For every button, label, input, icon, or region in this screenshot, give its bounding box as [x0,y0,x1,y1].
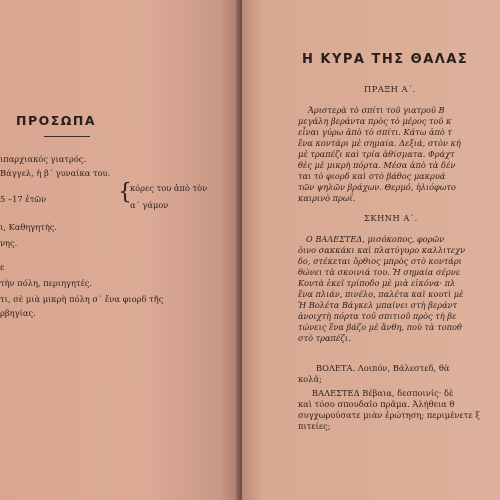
scene-line: τώνεις ἕνα βάζο μὲ ἄνθη, ποὺ τὰ τοποθ [298,322,462,332]
stage-line: θὲς μὲ μικρὴ πόρτα. Μέσα ἀπὸ τὰ δέν [298,160,456,170]
scene-line: ἀνοιχτὴ πόρτα τοῦ σπιτιοῦ πρὸς τὴ βε [298,311,457,321]
text-line: τὴν πόλη, περιηγητές. [0,278,93,288]
left-page [0,0,240,500]
text-line: ιπαρχιακός γιατρός. [0,154,87,164]
act-heading: ΠΡΑΞΗ Α΄. [364,84,416,94]
text-line: 5 –17 ἐτῶν [0,194,47,204]
text-line: ε [0,262,5,272]
text-line: Βάγγελ, ἡ β΄ γυναίκα του. [0,168,111,178]
persons-title: ΠΡΟΣΩΠΑ [16,113,97,128]
text-line: α΄ γάμον [130,200,169,210]
stage-line: μεγάλη βεράντα πρὸς τὸ μέρος τοῦ κ [298,116,452,126]
dialogue-line: κολᾶ; [298,374,322,384]
dialogue-line: καὶ τόσο σπουδαῖο πρᾶμα. Ἀλήθεια θ [298,399,455,409]
stage-line: Ἀριστερὰ τὸ σπίτι τοῦ γιατροῦ Β [308,105,445,115]
text-line: ι, Καθηγητής. [0,222,58,232]
stage-line: μὲ τραπέζι καὶ τρία ἀθίσματα. Φράχτ [298,149,455,159]
dialogue-line: πιτείες; [298,421,331,431]
scene-line: θώνει τὰ σκοινιά του. Ἡ σημαία σέρνε [298,267,461,277]
brace: { [118,180,132,205]
stage-line: καιρινὸ πρωΐ. [298,193,356,203]
scene-line: Ο ΒΑΛΕΣΤΕΔ, μισόκοπος, φορῶν [306,234,445,244]
dialogue-line: ΒΑΛΕΣΤΕΔ Βέβαια, δεσποινίς· δὲ [312,388,454,398]
scene-line: ὀινο σακκάκι καὶ πλατύγυρο καλλιτεχν [298,245,466,255]
stage-line: ἕνα κοντάρι μὲ σημαία. Δεξιά, στὸν κή [298,138,461,148]
stage-line: τῶν ψηλῶν βράχων. Θερμό, ἠλιόφωτο [298,182,456,192]
scene-line: στὸ τραπέζι. [298,333,351,343]
scene-heading: ΣΚΗΝΗ Α΄. [364,213,418,223]
dialogue-line: συγχωρούσατε μιὰν ἐρώτηση; περιμένετε ξ [298,410,480,420]
text-line: νης. [0,238,18,248]
text-line: κόρες του ἀπὸ τὸν [130,183,208,193]
right-page [242,0,500,500]
title-rule [44,136,90,137]
scene-line: Κοντὰ ἐκεῖ τρίποδο μὲ μιὰ εἰκόνα· πλ [298,278,456,288]
text-line: ρβηγίας. [0,308,36,318]
play-title: Η ΚΥΡΑ ΤΗΣ ΘΑΛΑΣ [302,52,469,67]
scene-line: ἕνα πλιάν, πινέλο, παλέτα καὶ κουτὶ μὲ [298,289,464,299]
scene-line: Ἡ Βολέτα Βάγκελ μπαίνει στὴ βεράντ [298,300,458,310]
stage-line: ται τὸ φιορδ καὶ στὸ βάθος μακρυά [298,171,446,181]
dialogue-line: ΒΟΛΕΤΑ. Λοιπόν, Βάλεστεδ, θὰ [316,363,450,373]
text-line: τι, σὲ μιὰ μικρὴ πόλη σ΄ ἕνα φιορδ τῆς [0,294,164,304]
stage-line: εἶναι γύρω ἀπὸ τὸ σπίτι. Κάτω ἀπὸ τ [298,127,452,137]
scene-line: δο, στέκεται ὄρθιος μπρὸς στὸ κοντάρι [298,256,462,266]
